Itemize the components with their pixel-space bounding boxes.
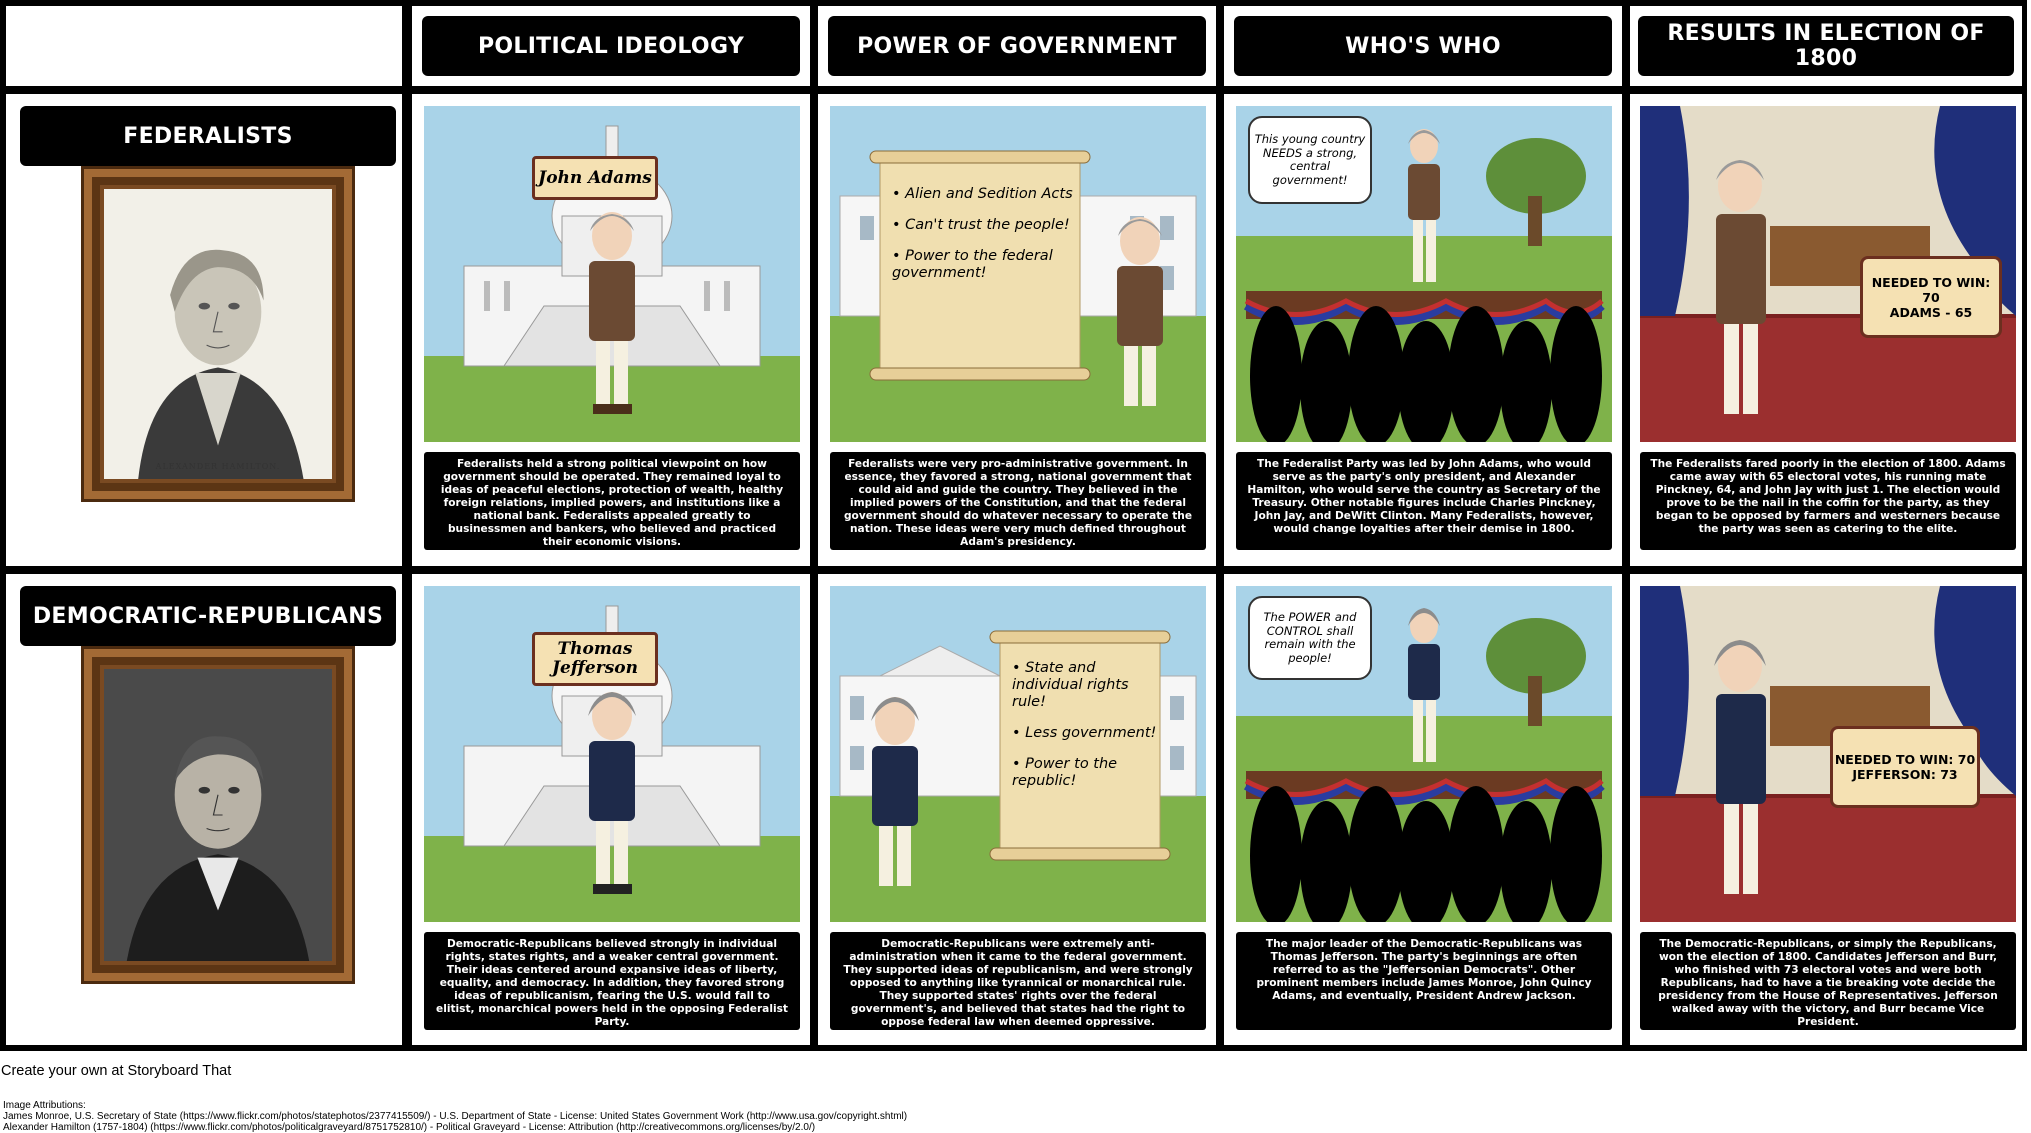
panel-federalists-power [818,94,1216,566]
monroe-portrait [104,669,332,961]
scene-capitol-john-adams [424,106,800,442]
attribution-line: James Monroe, U.S. Secretary of State (https://www.flickr.com/photos/statephotos/2377415509/) - U.S. Department of State - License: United States Government Work (http://www.usa.gov/copyright.shtml) [3,1111,908,1122]
panel-federalists-ideology [412,94,810,566]
panel-federalists-results [1630,94,2022,566]
image-attributions [3,1100,907,1133]
speech-bubble: The POWER and CONTROL shall remain with the people! [1248,596,1372,680]
panel-federalists-whos-who [1224,94,1622,566]
panel-dr-power [818,574,1216,1045]
scene-capitol-jefferson [424,586,800,922]
corner-cell [6,6,402,86]
nameplate-sign [532,156,658,200]
row-title-federalists: FEDERALISTS [20,106,396,166]
nameplate-thomas-jefferson: Thomas Jefferson [552,639,638,678]
sign-line: ADAMS - 65 [1889,304,1973,320]
scroll-item: • State and individual rights rule! [1012,660,1129,710]
portrait-frame [81,166,355,502]
panel-dr-whos-who [1224,574,1622,1045]
scroll-item: • Less government! [1012,725,1157,741]
row-title-democratic-republicans: DEMOCRATIC-REPUBLICANS [20,586,396,646]
scene-oval-office-jefferson [1640,586,2016,922]
sign-line: NEEDED TO WIN: 70 [1871,274,1991,305]
panel-dr-results [1630,574,2022,1045]
scene-rally-stage [1236,106,1612,442]
hamilton-portrait [104,189,332,479]
column-header-cell [1224,6,1622,86]
scroll-item: • Power to the republic! [1012,756,1118,789]
description-dr-ideology: Democratic-Republicans believed strongly in individual rights, states rights, and a weaker central government. Their ideas centered around expansive ideas of liberty, equality, and democracy. In addition, they favored strong ideas of republicanism, fearing the U.S. would fall to elitist, monarchical powers held in the opposing Federalist Party. [424,932,800,1030]
storyboard-that-link[interactable]: Create your own at Storyboard That [1,1063,232,1079]
row-label-cell-democratic-republicans [6,574,402,1045]
scene-rally-stage [1236,586,1612,922]
scroll-item: • Can't trust the people! [892,217,1070,233]
attribution-line: Alexander Hamilton (1757-1804) (https://www.flickr.com/photos/politicalgraveyard/8751752810/) - Political Graveyard - License: Attribution (http://creativecommons.org/licenses/by/2.0/) [3,1122,816,1133]
column-header-whos-who: WHO'S WHO [1234,16,1612,76]
description-federalists-whos-who: The Federalist Party was led by John Adams, who would serve as the party's only president, and Alexander Hamilton, who would serve the country as Secretary of the Treasury. Other notable figures include Charles Pinckney, John Jay, and DeWitt Clinton. Many Federalists, however, would change loyalties after their demise in 1800. [1236,452,1612,550]
attributions-title: Image Attributions: [3,1100,86,1111]
description-dr-whos-who: The major leader of the Democratic-Republicans was Thomas Jefferson. The party's beginnings are often referred to as the "Jeffersonian Democrats". Other prominent members include James Monroe, John Quincy Adams, and eventually, President Andrew Jackson. [1236,932,1612,1030]
column-header-cell [412,6,810,86]
column-header-power-of-government: POWER OF GOVERNMENT [828,16,1206,76]
scene-white-house-scroll [830,106,1206,442]
description-federalists-ideology: Federalists held a strong political viewpoint on how government should be operated. They remained loyal to ideas of peaceful elections, protection of wealth, healthy foreign relations, implied powers, and institutions like a national bank. Federalists appealed greatly to businessmen and bankers, who believed and practiced their economic visions. [424,452,800,550]
description-dr-results: The Democratic-Republicans, or simply the Republicans, won the election of 1800. Candidates Jefferson and Burr, who finished with 73 electoral votes and were both Republicans, had to have a tie breaking vote decide the presidency from the House of Representatives. Jefferson walked away with the victory, and Burr became Vice President. [1640,932,2016,1030]
column-header-cell [818,6,1216,86]
column-header-cell [1630,6,2022,86]
portrait-frame [81,646,355,984]
speech-bubble: This young country NEEDS a strong, central government! [1248,116,1372,204]
scroll-list [1012,660,1157,804]
scroll-list [892,186,1077,296]
description-federalists-results: The Federalists fared poorly in the election of 1800. Adams came away with 65 electoral votes, his running mate Pinckney, 64, and John Jay with just 1. The election would prove to be the nail in the coffin for the party, as they began to be opposed by farmers and westerners because the party was seen as catering to the elite. [1640,452,2016,550]
description-federalists-power: Federalists were very pro-administrative government. In essence, they favored a strong, national government that could aid and guide the country. They believed in the implied powers of the Constitution, and that the federal government should do whatever necessary to operate the nation. These ideas were very much defined throughout Adam's presidency. [830,452,1206,550]
scene-white-house-scroll [830,586,1206,922]
column-header-political-ideology: POLITICAL IDEOLOGY [422,16,800,76]
vote-count-sign [1860,256,2002,338]
scroll-item: • Power to the federal government! [892,248,1053,281]
vote-count-sign [1830,726,1980,808]
nameplate-john-adams: John Adams [538,167,652,188]
portrait-caption: ALEXANDER HAMILTON. [155,462,281,471]
description-dr-power: Democratic-Republicans were extremely anti-administration when it came to the federal government. They supported ideas of republicanism, and were strongly opposed to anything like tyrannical or monarchical rule. They supported states' rights over the federal government's, and believed that states had the right to oppose federal law when deemed oppressive. [830,932,1206,1030]
panel-dr-ideology [412,574,810,1045]
scroll-item: • Alien and Sedition Acts [892,186,1073,202]
sign-line: NEEDED TO WIN: 70 [1834,752,1976,767]
row-label-cell-federalists [6,94,402,566]
nameplate-sign [532,632,658,686]
sign-line: JEFFERSON: 73 [1852,767,1958,782]
column-header-results-1800: RESULTS IN ELECTION OF 1800 [1638,16,2014,76]
scene-oval-office-adams [1640,106,2016,442]
